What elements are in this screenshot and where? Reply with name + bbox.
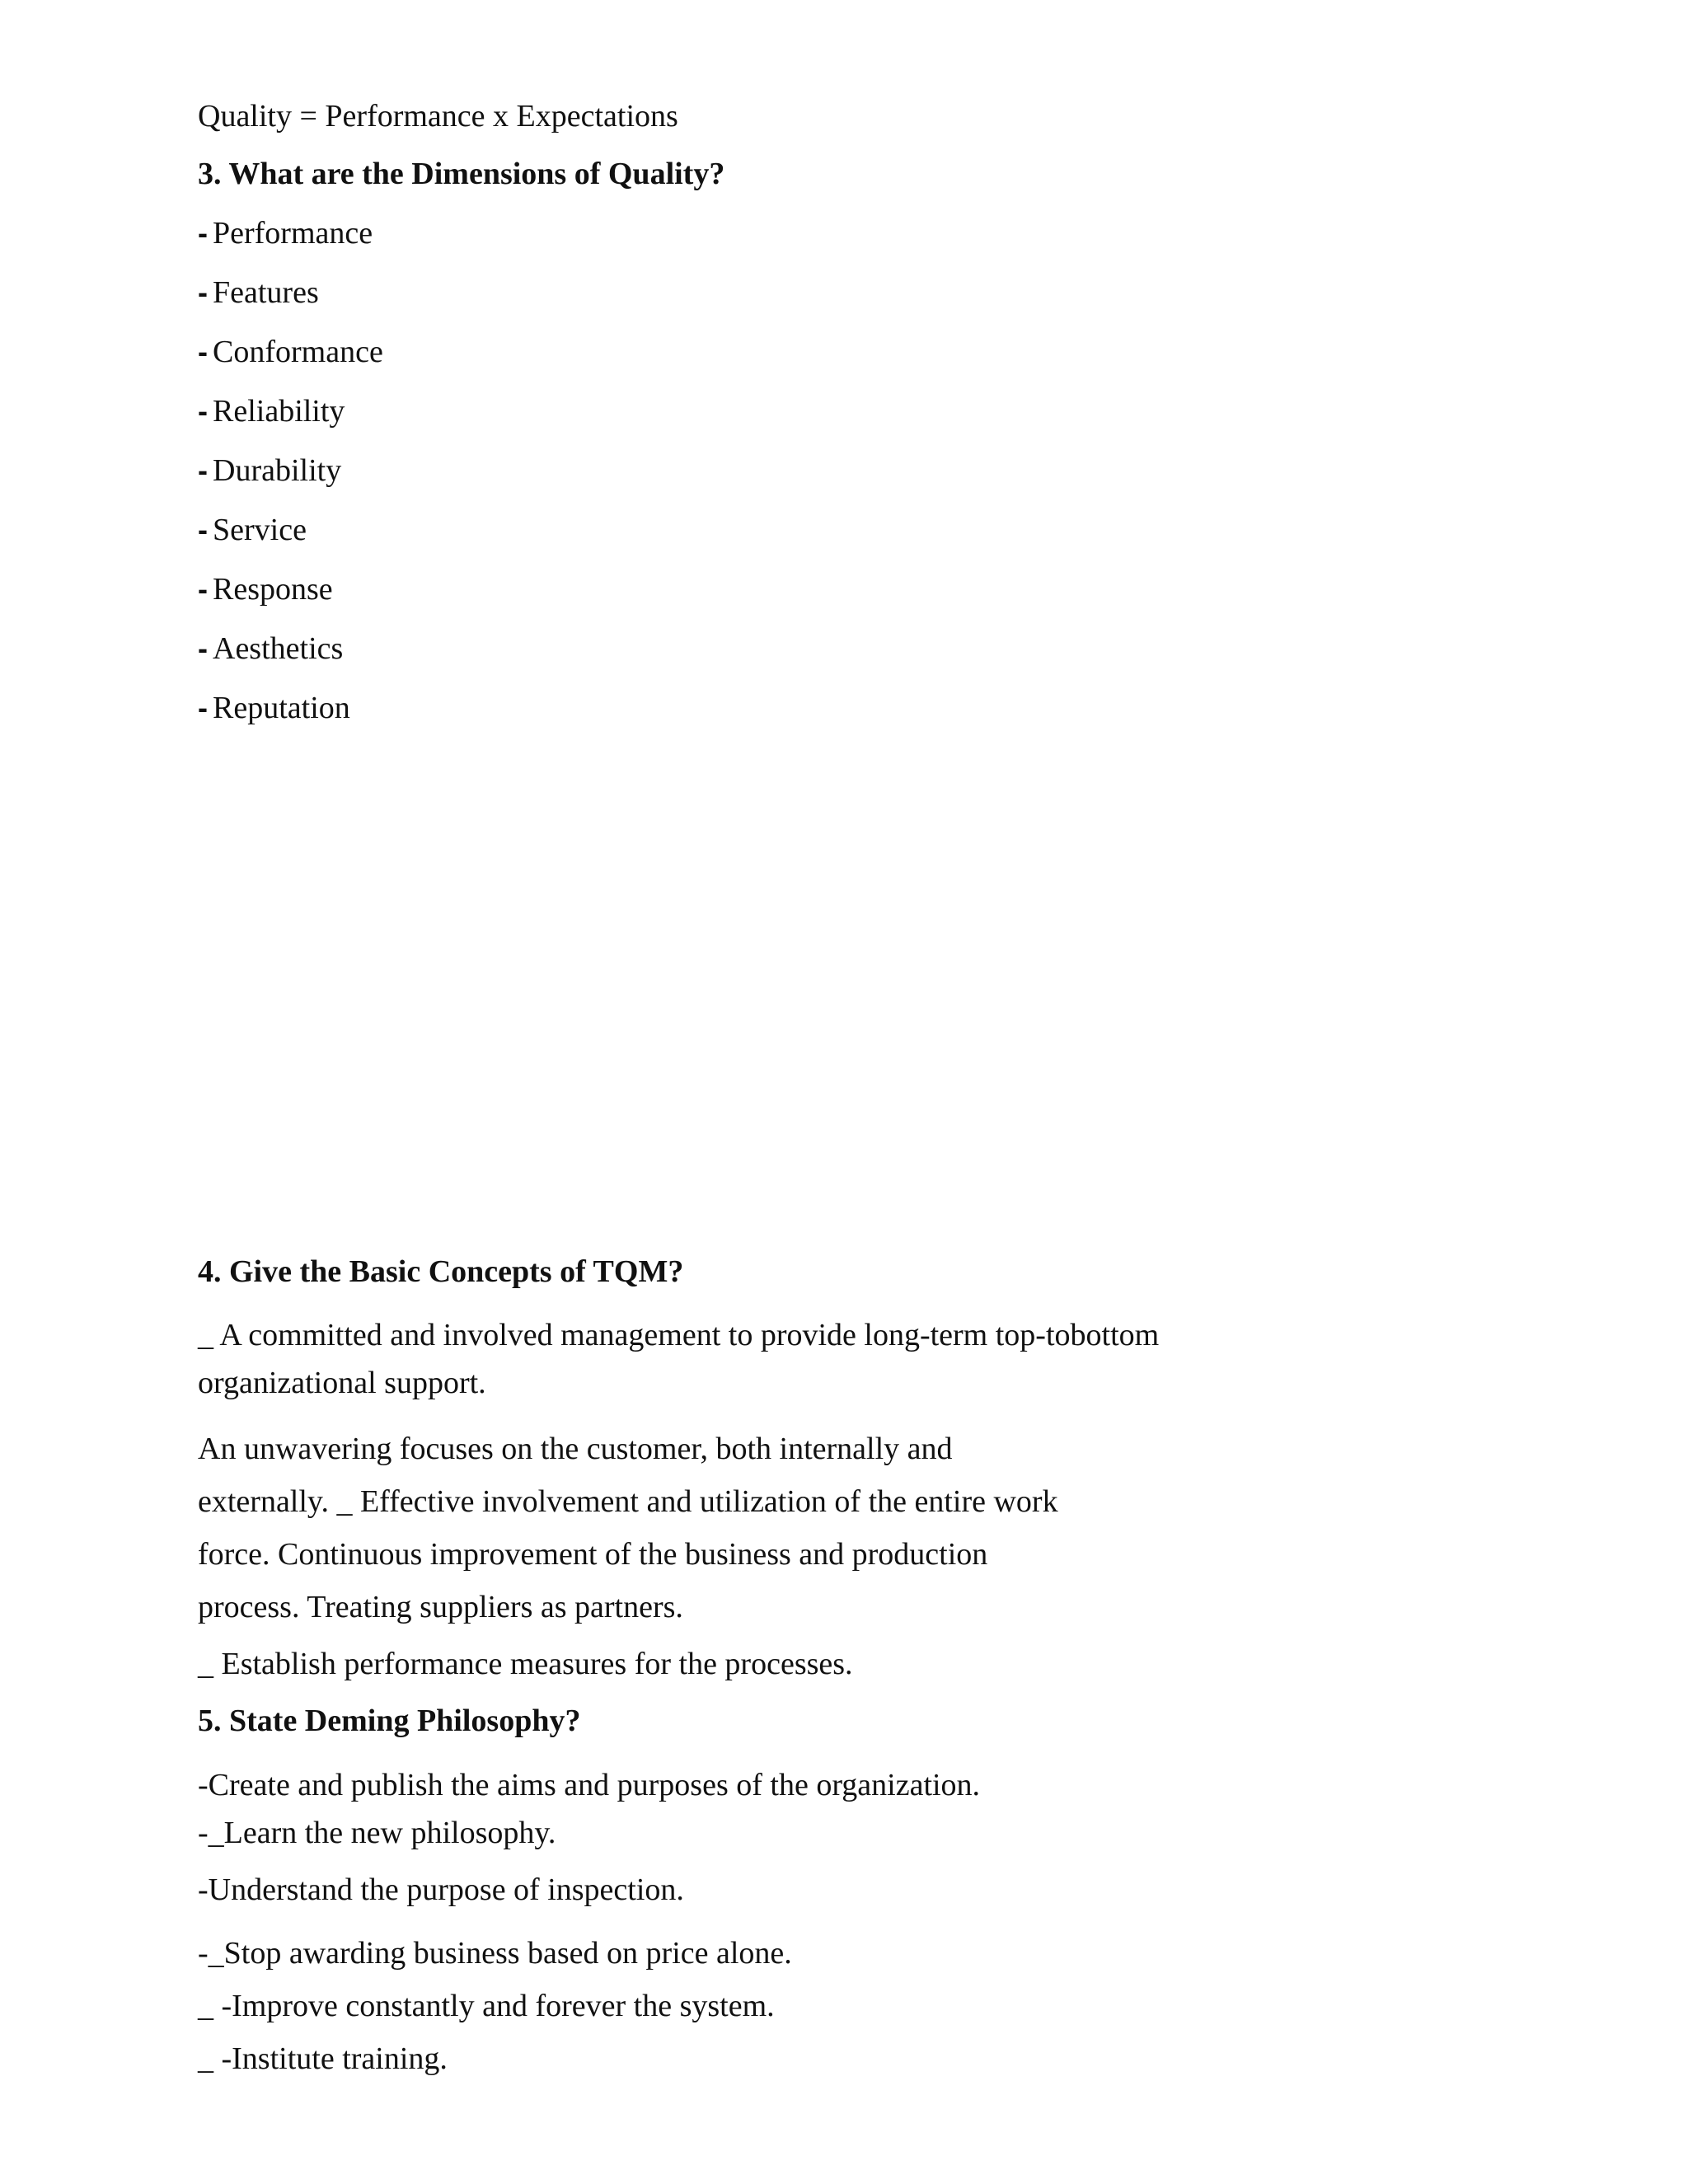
dimension-item — [198, 689, 350, 727]
paragraph-line: -_Stop awarding business based on price alone. — [198, 1936, 792, 1971]
dimension-label: Features — [213, 275, 319, 310]
dimension-label: Durability — [213, 453, 342, 488]
dimension-label: Aesthetics — [213, 631, 344, 666]
dimension-item — [198, 392, 345, 430]
dimension-item — [198, 452, 341, 490]
dash-bullet: - — [198, 275, 208, 309]
dash-bullet: - — [198, 691, 208, 724]
paragraph-line: _ -Institute training. — [198, 2041, 448, 2076]
paragraph-line: force. Continuous improvement of the business and production — [198, 1537, 988, 1572]
dash-bullet: - — [198, 335, 208, 368]
paragraph-line: externally. _ Effective involvement and utilization of the entire work — [198, 1484, 1058, 1519]
paragraph-line: _ Establish performance measures for the processes. — [198, 1647, 853, 1681]
paragraph-line: -Create and publish the aims and purposes of the organization. — [198, 1768, 981, 1802]
paragraph-line: -_Learn the new philosophy. — [198, 1816, 556, 1850]
dimension-item — [198, 274, 319, 312]
dash-bullet: - — [198, 631, 208, 665]
paragraph-line: _ -Improve constantly and forever the system. — [198, 1989, 775, 2023]
dimension-label: Performance — [213, 216, 373, 251]
dash-bullet: - — [198, 513, 208, 546]
dash-bullet: - — [198, 453, 208, 487]
paragraph-line: -Understand the purpose of inspection. — [198, 1872, 684, 1907]
dimension-label: Response — [213, 572, 333, 607]
paragraph-line: _ A committed and involved management to provide long-term top-tobottom — [198, 1318, 1160, 1352]
section-5-heading: 5. State Deming Philosophy? — [198, 1704, 581, 1738]
dash-bullet: - — [198, 394, 208, 428]
dimension-item — [198, 333, 383, 371]
dimension-item — [198, 570, 333, 608]
section-4-heading: 4. Give the Basic Concepts of TQM? — [198, 1254, 684, 1289]
dimension-label: Conformance — [213, 335, 383, 369]
dimension-item — [198, 630, 343, 668]
paragraph-line: organizational support. — [198, 1366, 486, 1400]
paragraph-line: An unwavering focuses on the customer, both internally and — [198, 1432, 953, 1466]
dimension-label: Service — [213, 513, 307, 547]
section-3-heading: 3. What are the Dimensions of Quality? — [198, 157, 725, 191]
paragraph-line: process. Treating suppliers as partners. — [198, 1590, 683, 1624]
dimension-item — [198, 214, 373, 252]
dimension-label: Reputation — [213, 691, 350, 725]
dash-bullet: - — [198, 572, 208, 606]
dimension-item — [198, 511, 307, 549]
dimension-label: Reliability — [213, 394, 345, 429]
quality-formula: Quality = Performance x Expectations — [198, 99, 678, 134]
dash-bullet: - — [198, 216, 208, 250]
